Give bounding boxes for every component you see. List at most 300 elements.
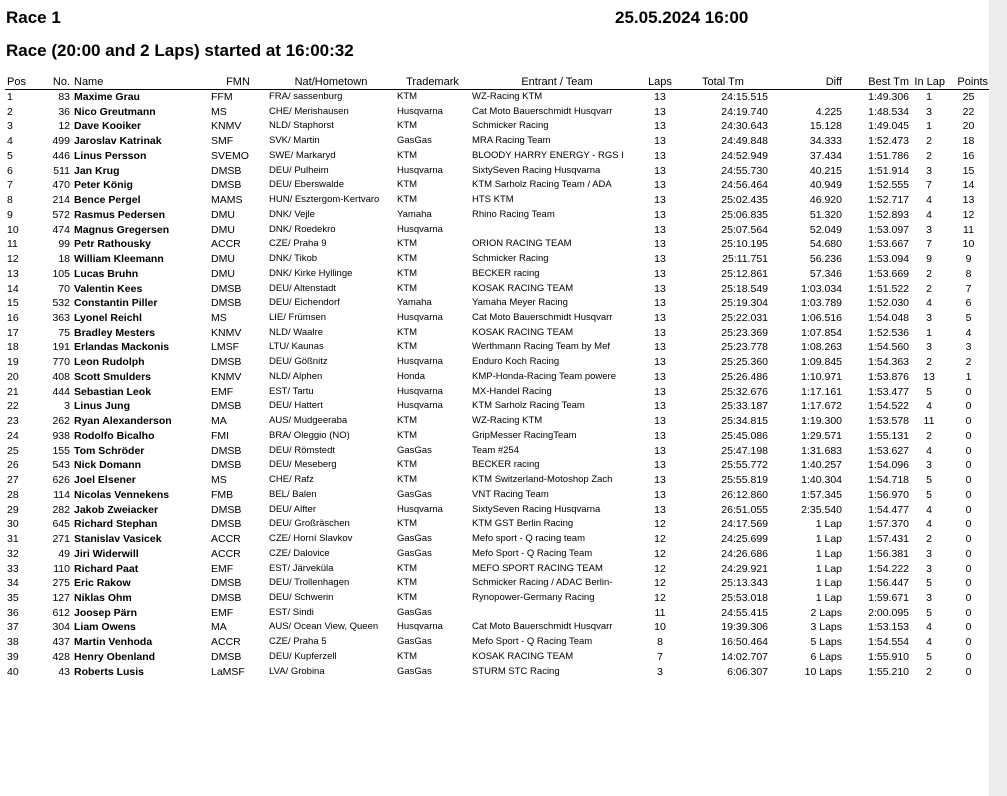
cell-pos: 2 — [7, 105, 13, 118]
cell-laps: 12 — [654, 547, 666, 560]
cell-rider-name: Jiri Widerwill — [74, 547, 139, 560]
cell-laps: 13 — [654, 444, 666, 457]
column-header-entrant-team: Entrant / Team — [470, 76, 644, 90]
cell-best-time: 1:48.534 — [868, 105, 909, 118]
cell-diff: 1:57.345 — [801, 488, 842, 501]
cell-number: 271 — [52, 533, 70, 546]
cell-fmn: FMB — [211, 488, 234, 501]
cell-total-time: 25:10.195 — [721, 238, 768, 251]
cell-total-time: 16:50.464 — [721, 636, 768, 649]
cell-nat-hometown: DEU/ Römstedt — [269, 444, 335, 456]
cell-diff: 1:17.672 — [801, 400, 842, 413]
cell-number: 114 — [53, 488, 70, 501]
cell-fmn: DMSB — [211, 297, 242, 310]
cell-entrant-team: MX-Handel Racing — [472, 385, 552, 397]
cell-nat-hometown: DEU/ Großräschen — [269, 518, 350, 530]
race-date-time: 25.05.2024 16:00 — [615, 8, 749, 27]
cell-rider-name: Nick Domann — [74, 459, 142, 472]
cell-total-time: 24:49.848 — [721, 135, 768, 148]
cell-number: 612 — [52, 606, 70, 619]
cell-laps: 13 — [654, 326, 666, 339]
cell-nat-hometown: FRA/ sassenburg — [269, 91, 343, 102]
cell-points: 0 — [965, 650, 972, 663]
cell-entrant-team: KOSAK RACING TEAM — [472, 282, 574, 294]
cell-diff: 34.333 — [809, 135, 842, 148]
table-row — [5, 90, 990, 105]
cell-number: 304 — [52, 621, 70, 634]
cell-pos: 23 — [7, 415, 19, 428]
table-row — [5, 385, 990, 400]
cell-in-lap: 3 — [926, 164, 932, 177]
cell-laps: 3 — [657, 665, 663, 678]
cell-rider-name: Jakob Zweiacker — [74, 503, 159, 516]
cell-diff: 54.680 — [809, 238, 842, 251]
cell-laps: 8 — [657, 636, 663, 649]
cell-total-time: 25:12.861 — [721, 267, 768, 280]
cell-entrant-team: MEFO SPORT RACING TEAM — [472, 562, 603, 574]
cell-number: 474 — [52, 223, 70, 236]
table-row — [5, 429, 990, 444]
cell-pos: 39 — [7, 650, 19, 663]
cell-in-lap: 3 — [926, 223, 932, 236]
cell-pos: 10 — [7, 223, 19, 236]
cell-pos: 9 — [7, 208, 13, 221]
cell-best-time: 1:57.431 — [868, 533, 909, 546]
column-header-points: Points — [947, 76, 990, 90]
cell-in-lap: 3 — [926, 312, 932, 325]
cell-total-time: 25:02.435 — [721, 194, 768, 207]
cell-nat-hometown: DNK/ Vejle — [269, 208, 315, 220]
cell-pos: 17 — [7, 326, 19, 339]
cell-entrant-team: ORION RACING TEAM — [472, 238, 572, 250]
cell-pos: 29 — [7, 503, 19, 516]
cell-nat-hometown: BRA/ Oleggio (NO) — [269, 429, 350, 441]
cell-total-time: 14:02.707 — [721, 650, 768, 663]
cell-in-lap: 2 — [926, 267, 932, 280]
table-row — [5, 134, 990, 149]
cell-pos: 19 — [7, 356, 19, 369]
cell-entrant-team: Rynopower-Germany Racing — [472, 591, 595, 603]
cell-laps: 13 — [654, 105, 666, 118]
cell-trademark: KTM — [397, 120, 418, 132]
cell-rider-name: Martin Venhoda — [74, 636, 153, 649]
cell-best-time: 1:56.381 — [868, 547, 909, 560]
cell-points: 0 — [965, 533, 972, 546]
cell-trademark: KTM — [397, 238, 418, 250]
cell-total-time: 25:33.187 — [721, 400, 768, 413]
cell-trademark: KTM — [397, 282, 418, 294]
cell-laps: 12 — [654, 577, 666, 590]
cell-nat-hometown: DEU/ Trollenhagen — [269, 577, 350, 589]
cell-pos: 40 — [7, 665, 19, 678]
cell-fmn: EMF — [211, 385, 234, 398]
cell-number: 645 — [52, 518, 70, 531]
cell-trademark: GasGas — [397, 606, 432, 618]
cell-laps: 13 — [654, 208, 666, 221]
cell-rider-name: Bradley Mesters — [74, 326, 156, 339]
cell-trademark: Husqvarna — [397, 312, 443, 324]
cell-entrant-team: KOSAK RACING TEAM — [472, 326, 574, 338]
cell-number: 446 — [52, 149, 70, 162]
cell-best-time: 1:53.578 — [868, 415, 909, 428]
cell-number: 49 — [58, 547, 70, 560]
cell-total-time: 24:15.515 — [721, 91, 768, 103]
cell-nat-hometown: EST/ Tartu — [269, 385, 314, 397]
cell-entrant-team: KTM GST Berlin Racing — [472, 518, 574, 530]
cell-rider-name: Valentin Kees — [74, 282, 143, 295]
results-table — [5, 76, 990, 679]
race-info: Race (20:00 and 2 Laps) started at 16:00:32 — [6, 41, 354, 60]
cell-rider-name: Magnus Gregersen — [74, 223, 170, 236]
table-row — [5, 473, 990, 488]
cell-total-time: 24:30.643 — [721, 120, 768, 133]
cell-rider-name: Nico Greutmann — [74, 105, 156, 118]
table-row — [5, 576, 990, 591]
cell-entrant-team: STURM STC Racing — [472, 665, 560, 677]
cell-laps: 13 — [654, 459, 666, 472]
cell-rider-name: Nicolas Vennekens — [74, 488, 170, 501]
cell-points: 0 — [965, 665, 972, 678]
table-row — [5, 223, 990, 238]
cell-best-time: 1:53.477 — [868, 385, 909, 398]
cell-laps: 13 — [654, 223, 666, 236]
cell-diff: 1:06.516 — [801, 312, 842, 325]
cell-pos: 37 — [7, 621, 19, 634]
cell-number: 938 — [52, 429, 70, 442]
cell-number: 105 — [52, 267, 70, 280]
column-header-rider-name: Name — [72, 76, 209, 90]
cell-entrant-team: GripMesser RacingTeam — [472, 429, 577, 441]
table-row — [5, 591, 990, 606]
cell-rider-name: Leon Rudolph — [74, 356, 145, 369]
cell-best-time: 1:53.876 — [868, 370, 909, 383]
cell-trademark: Husqvarna — [397, 385, 443, 397]
table-row — [5, 665, 990, 680]
table-row — [5, 311, 990, 326]
cell-diff: 1:40.304 — [801, 474, 842, 487]
cell-total-time: 25:32.676 — [721, 385, 768, 398]
cell-in-lap: 5 — [926, 488, 932, 501]
cell-best-time: 1:54.554 — [868, 636, 909, 649]
cell-fmn: SVEMO — [211, 149, 249, 162]
table-row — [5, 208, 990, 223]
cell-rider-name: Sebastian Leok — [74, 385, 152, 398]
cell-diff — [770, 90, 844, 105]
cell-nat-hometown: NLD/ Staphorst — [269, 120, 334, 132]
cell-trademark: GasGas — [397, 547, 432, 559]
cell-trademark: KTM — [397, 415, 418, 427]
cell-laps: 13 — [654, 400, 666, 413]
table-row — [5, 547, 990, 562]
cell-pos: 11 — [7, 238, 18, 251]
cell-nat-hometown: SWE/ Markaryd — [269, 149, 336, 161]
cell-entrant-team: Schmicker Racing — [472, 120, 549, 132]
cell-nat-hometown: DEU/ Meseberg — [269, 459, 337, 471]
cell-laps: 13 — [654, 164, 666, 177]
cell-diff: 2 Laps — [810, 606, 842, 619]
cell-fmn: DMU — [211, 208, 235, 221]
table-row — [5, 355, 990, 370]
cell-rider-name: Erlandas Mackonis — [74, 341, 170, 354]
cell-pos: 32 — [7, 547, 19, 560]
race-title: Race 1 — [6, 8, 61, 27]
cell-entrant-team: MRA Racing Team — [472, 135, 551, 147]
cell-entrant-team: BECKER racing — [472, 459, 540, 471]
cell-diff: 52.049 — [809, 223, 842, 236]
cell-diff: 46.920 — [809, 194, 842, 207]
cell-trademark: Husqvarna — [397, 503, 443, 515]
cell-trademark: Husqvarna — [397, 356, 443, 368]
cell-number: 437 — [52, 636, 70, 649]
cell-laps: 13 — [654, 312, 666, 325]
cell-entrant-team: WZ-Racing KTM — [472, 415, 543, 427]
cell-best-time: 1:53.097 — [868, 223, 909, 236]
vertical-scrollbar[interactable] — [989, 0, 1007, 796]
cell-diff: 1:10.971 — [801, 370, 842, 383]
cell-pos: 36 — [7, 606, 19, 619]
cell-pos: 6 — [7, 164, 13, 177]
cell-entrant-team: Rhino Racing Team — [472, 208, 555, 220]
cell-in-lap: 1 — [926, 120, 932, 133]
cell-in-lap: 3 — [926, 105, 932, 118]
cell-points: 3 — [965, 341, 972, 354]
cell-best-time: 1:52.030 — [868, 297, 909, 310]
cell-diff: 1 Lap — [815, 577, 842, 590]
cell-fmn: DMSB — [211, 164, 242, 177]
column-header-number: No. — [37, 76, 72, 90]
cell-trademark: KTM — [397, 562, 418, 574]
table-row — [5, 503, 990, 518]
cell-entrant-team: Yamaha Meyer Racing — [472, 297, 568, 309]
column-header-laps: Laps — [644, 76, 676, 90]
cell-best-time: 1:54.560 — [868, 341, 909, 354]
cell-in-lap: 4 — [926, 208, 932, 221]
cell-total-time: 25:34.815 — [721, 415, 768, 428]
cell-rider-name: Joosep Pärn — [74, 606, 138, 619]
table-row — [5, 488, 990, 503]
cell-best-time: 1:51.914 — [868, 164, 909, 177]
cell-rider-name: Jaroslav Katrinak — [74, 135, 162, 148]
cell-entrant-team: KTM Sarholz Racing Team / ADA — [472, 179, 612, 191]
cell-best-time: 1:54.048 — [868, 312, 909, 325]
cell-rider-name: Tom Schröder — [74, 444, 145, 457]
cell-diff: 1 Lap — [815, 591, 842, 604]
table-row — [5, 149, 990, 164]
cell-entrant-team — [470, 606, 644, 621]
cell-trademark: Husqvarna — [397, 621, 443, 633]
cell-total-time: 25:25.360 — [721, 356, 768, 369]
cell-laps: 13 — [654, 474, 666, 487]
cell-diff: 1:09.845 — [801, 356, 842, 369]
cell-diff: 1:17.161 — [801, 385, 842, 398]
cell-nat-hometown: LTU/ Kaunas — [269, 341, 324, 353]
cell-entrant-team: Team #254 — [472, 444, 520, 456]
cell-pos: 28 — [7, 488, 19, 501]
cell-number: 214 — [52, 194, 70, 207]
cell-best-time: 1:54.718 — [868, 474, 909, 487]
cell-number: 12 — [58, 120, 70, 133]
cell-in-lap: 4 — [926, 621, 932, 634]
cell-entrant-team — [470, 223, 644, 238]
table-row — [5, 282, 990, 297]
column-header-nat-hometown: Nat/Hometown — [267, 76, 395, 90]
cell-nat-hometown: CHE/ Merishausen — [269, 105, 349, 117]
cell-diff: 5 Laps — [810, 636, 842, 649]
cell-pos: 31 — [7, 533, 19, 546]
cell-best-time: 1:57.370 — [868, 518, 909, 531]
cell-fmn: MS — [211, 105, 227, 118]
cell-nat-hometown: DEU/ Kupferzell — [269, 650, 337, 662]
cell-laps: 13 — [654, 179, 666, 192]
cell-fmn: DMSB — [211, 518, 242, 531]
cell-best-time: 1:52.717 — [868, 194, 909, 207]
cell-rider-name: Roberts Lusis — [74, 665, 145, 678]
cell-rider-name: Rasmus Pedersen — [74, 208, 166, 221]
cell-diff: 10 Laps — [804, 665, 842, 678]
cell-points: 20 — [962, 120, 975, 133]
cell-fmn: KNMV — [211, 326, 242, 339]
cell-in-lap: 2 — [926, 356, 932, 369]
cell-in-lap: 4 — [926, 518, 932, 531]
cell-fmn: DMSB — [211, 577, 242, 590]
table-row — [5, 414, 990, 429]
cell-best-time: 1:53.627 — [868, 444, 909, 457]
cell-points: 0 — [965, 474, 972, 487]
cell-in-lap: 5 — [926, 385, 932, 398]
table-row — [5, 193, 990, 208]
cell-number: 444 — [52, 385, 70, 398]
cell-number: 499 — [52, 135, 70, 148]
cell-total-time: 25:22.031 — [721, 312, 768, 325]
cell-best-time: 1:59.671 — [868, 591, 909, 604]
cell-total-time: 24:52.949 — [721, 149, 768, 162]
cell-best-time: 1:55.910 — [868, 650, 909, 663]
cell-points: 11 — [963, 223, 974, 236]
cell-points: 0 — [965, 621, 972, 634]
cell-best-time: 1:56.447 — [868, 577, 909, 590]
cell-rider-name: Linus Jung — [74, 400, 130, 413]
cell-laps: 13 — [654, 149, 666, 162]
cell-trademark: KTM — [397, 149, 418, 161]
cell-pos: 33 — [7, 562, 19, 575]
table-row — [5, 458, 990, 473]
cell-entrant-team: BLOODY HARRY ENERGY - RGS I — [472, 149, 624, 161]
cell-trademark: GasGas — [397, 135, 432, 147]
cell-points: 0 — [965, 400, 972, 413]
table-row — [5, 296, 990, 311]
cell-fmn: KNMV — [211, 370, 242, 383]
table-row — [5, 340, 990, 355]
cell-nat-hometown: DEU/ Schwerin — [269, 591, 334, 603]
cell-nat-hometown: DEU/ Eberswalde — [269, 179, 344, 191]
cell-nat-hometown: NLD/ Waalre — [269, 326, 324, 338]
cell-number: 191 — [52, 341, 70, 354]
cell-best-time: 2:00.095 — [868, 606, 909, 619]
cell-rider-name: Henry Obenland — [74, 650, 156, 663]
table-row — [5, 620, 990, 635]
cell-total-time: 25:23.778 — [721, 341, 768, 354]
cell-points: 0 — [965, 503, 972, 516]
cell-pos: 20 — [7, 370, 19, 383]
cell-number: 543 — [52, 459, 70, 472]
cell-number: 572 — [52, 208, 70, 221]
cell-diff: 6 Laps — [810, 650, 842, 663]
cell-entrant-team: Schmicker Racing — [472, 253, 549, 265]
cell-laps: 12 — [654, 591, 666, 604]
cell-entrant-team: KMP-Honda-Racing Team powere — [472, 370, 616, 382]
cell-nat-hometown: LIE/ Frümsen — [269, 312, 327, 324]
cell-nat-hometown: NLD/ Alphen — [269, 370, 323, 382]
cell-entrant-team: KTM Sarholz Racing Team — [472, 400, 585, 412]
cell-points: 0 — [965, 591, 972, 604]
cell-pos: 4 — [7, 135, 13, 148]
cell-in-lap: 4 — [926, 194, 932, 207]
cell-fmn: LMSF — [211, 341, 240, 354]
cell-nat-hometown: CZE/ Dalovice — [269, 547, 330, 559]
cell-diff: 1:40.257 — [801, 459, 842, 472]
cell-points: 0 — [965, 577, 972, 590]
cell-diff: 57.346 — [809, 267, 842, 280]
cell-entrant-team: HTS KTM — [472, 194, 514, 206]
table-row — [5, 444, 990, 459]
cell-trademark: KTM — [397, 518, 418, 530]
cell-rider-name: Lucas Bruhn — [74, 267, 139, 280]
cell-best-time: 1:51.522 — [868, 282, 909, 295]
cell-nat-hometown: HUN/ Esztergom-Kertvaro — [269, 194, 380, 206]
cell-pos: 34 — [7, 577, 19, 590]
table-row — [5, 562, 990, 577]
cell-rider-name: Bence Pergel — [74, 194, 141, 207]
cell-total-time: 24:25.699 — [721, 533, 768, 546]
cell-fmn: LaMSF — [211, 665, 245, 678]
cell-laps: 13 — [654, 238, 666, 251]
cell-nat-hometown: DEU/ Gößnitz — [269, 356, 328, 368]
cell-total-time: 24:29.921 — [721, 562, 768, 575]
cell-rider-name: Dave Kooiker — [74, 120, 142, 133]
cell-entrant-team: Schmicker Racing / ADAC Berlin- — [472, 577, 613, 589]
cell-fmn: SMF — [211, 135, 234, 148]
cell-laps: 13 — [654, 267, 666, 280]
cell-nat-hometown: LVA/ Grobina — [269, 665, 325, 677]
cell-laps: 10 — [654, 621, 666, 634]
table-row — [5, 532, 990, 547]
cell-fmn: MA — [211, 621, 227, 634]
table-row — [5, 635, 990, 650]
cell-fmn: FMI — [211, 429, 230, 442]
cell-rider-name: Lyonel Reichl — [74, 312, 142, 325]
cell-pos: 21 — [7, 385, 19, 398]
cell-best-time: 1:55.210 — [868, 665, 909, 678]
table-row — [5, 164, 990, 179]
cell-points: 8 — [965, 267, 972, 280]
cell-number: 18 — [58, 253, 70, 266]
cell-fmn: DMSB — [211, 356, 242, 369]
cell-total-time: 25:18.549 — [721, 282, 768, 295]
cell-diff: 15.128 — [809, 120, 842, 133]
cell-entrant-team: Cat Moto Bauerschmidt Husqvarr — [472, 621, 613, 633]
cell-number: 262 — [52, 415, 70, 428]
cell-fmn: ACCR — [211, 547, 241, 560]
cell-trademark: KTM — [397, 253, 418, 265]
cell-number: 428 — [52, 650, 70, 663]
cell-laps: 13 — [654, 341, 666, 354]
cell-pos: 7 — [7, 179, 13, 192]
cell-trademark: KTM — [397, 591, 418, 603]
cell-rider-name: Richard Stephan — [74, 518, 158, 531]
cell-points: 25 — [962, 91, 975, 103]
cell-fmn: DMSB — [211, 282, 242, 295]
cell-trademark: KTM — [397, 179, 418, 191]
